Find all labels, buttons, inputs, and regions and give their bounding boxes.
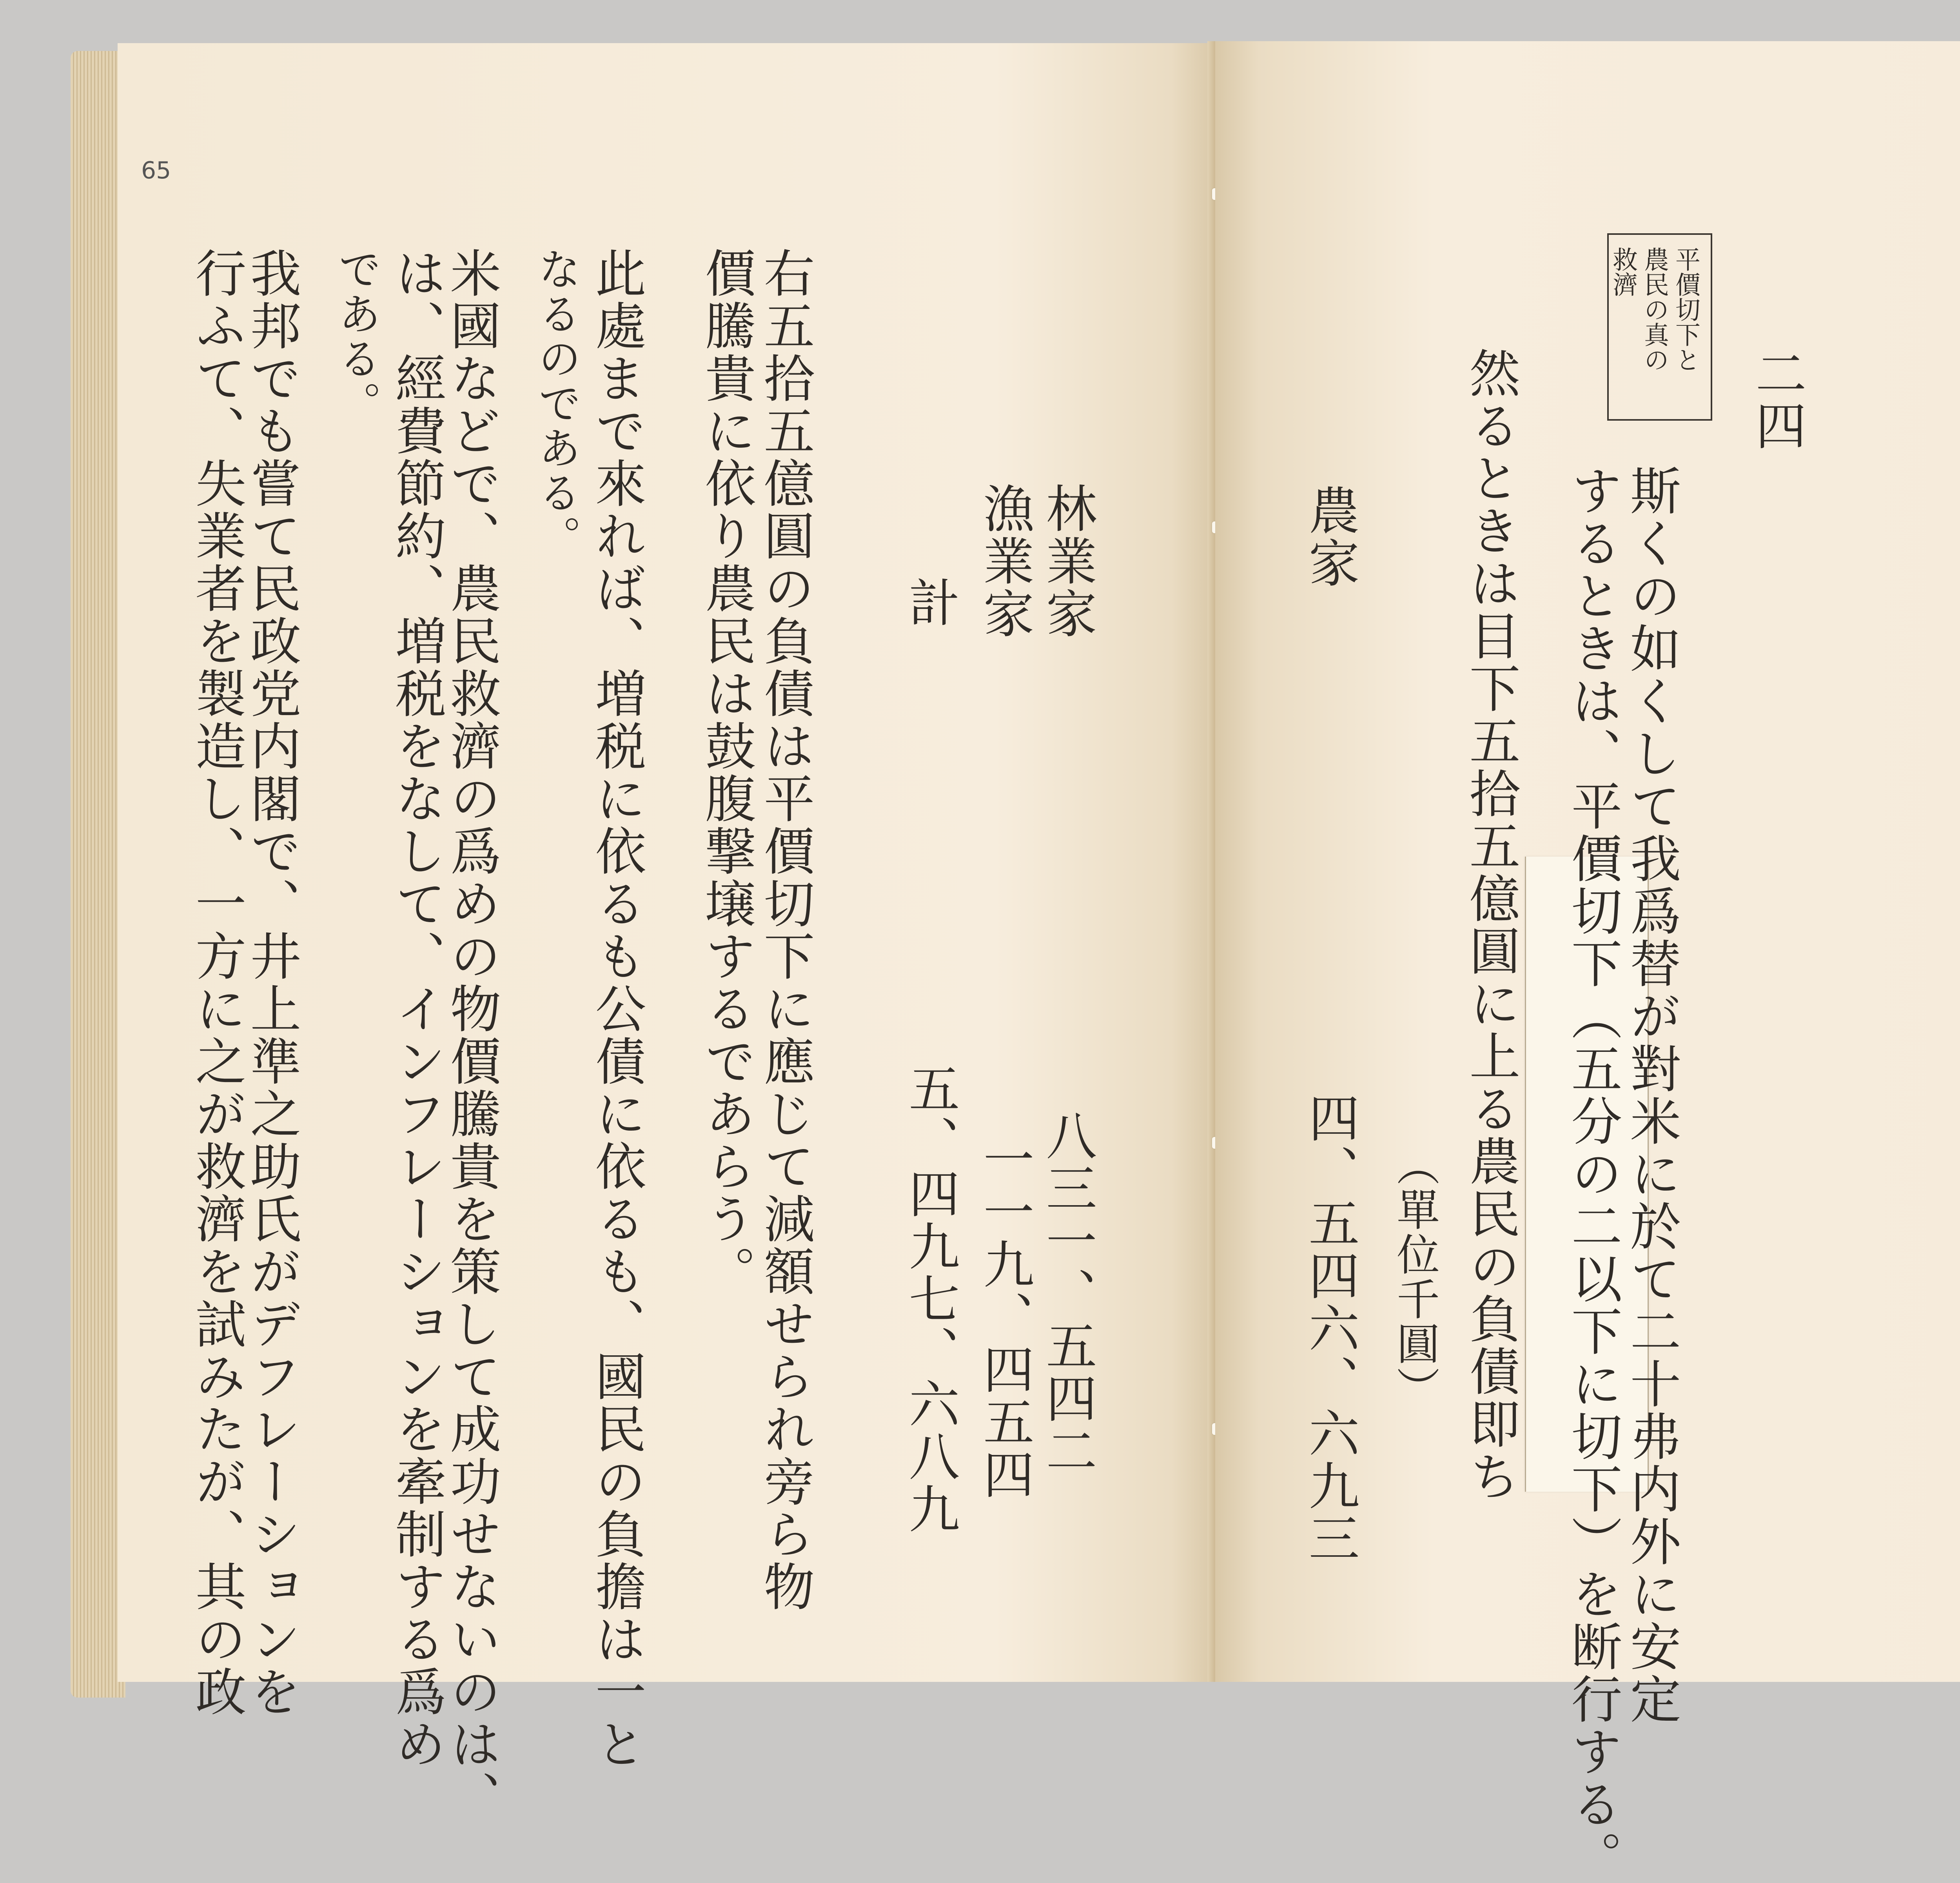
text-column: 斯くの如くして我爲替が對米に於て二十弗内外に安定 [1622, 465, 1681, 1725]
text-column: 我邦でも嘗て民政党内閣で、井上準之助氏がデフレーションを [242, 247, 301, 1718]
table-row-value: 四、五四六、六九三 [1300, 1092, 1360, 1565]
margin-note-line: 農民の真の [1640, 247, 1669, 372]
text-column: するときは、平價切下（五分の二以下に切下）を断行する。 [1563, 465, 1622, 1883]
table-row-label: 計 [900, 576, 960, 629]
margin-note-line: 救濟 [1608, 247, 1637, 297]
text-column: 米國などで、農民救濟の爲めの物價騰貴を策して成功せないのは、 [442, 247, 501, 1823]
table-row-value: 一一九、四五四 [975, 1133, 1034, 1501]
page-number: 65 [141, 157, 171, 184]
text-column: 價騰貴に依り農民は鼓腹撃壌するであらう。 [697, 247, 756, 1298]
text-column: 然るときは目下五拾五億圓に上る農民の負債即ち [1461, 347, 1521, 1503]
text-column: 此處まで來れば、増税に依るも公債に依るも、國民の負擔は一と [587, 247, 646, 1770]
section-number: 二四 [1747, 347, 1807, 452]
right-page [1215, 41, 1960, 1883]
text-column: 右五拾五億圓の負債は平價切下に應じて減額せられ旁ら物 [755, 247, 815, 1613]
margin-note-line: 平價切下と [1671, 247, 1700, 372]
margin-note-box [1607, 233, 1712, 421]
unit-note: （單位千圓） [1390, 1143, 1440, 1411]
text-column: は、經費節約、増税をなして、インフレーションを牽制する爲め [387, 247, 446, 1770]
table-row-label: 漁業家 [975, 482, 1034, 640]
text-column: なるのである。 [531, 247, 581, 560]
text-column: である。 [331, 247, 381, 426]
text-column: 行ふて、失業者を製造し、一方に之が救濟を試みたが、其の政 [187, 247, 247, 1718]
page-edges-left [71, 51, 125, 1698]
table-row-label: 農家 [1300, 484, 1360, 589]
left-page [118, 43, 1215, 1823]
table-row-value: 五、四九七、六八九 [900, 1062, 960, 1535]
table-row-label: 林業家 [1038, 482, 1097, 640]
table-row-value: 八三一、五四二 [1038, 1109, 1097, 1477]
